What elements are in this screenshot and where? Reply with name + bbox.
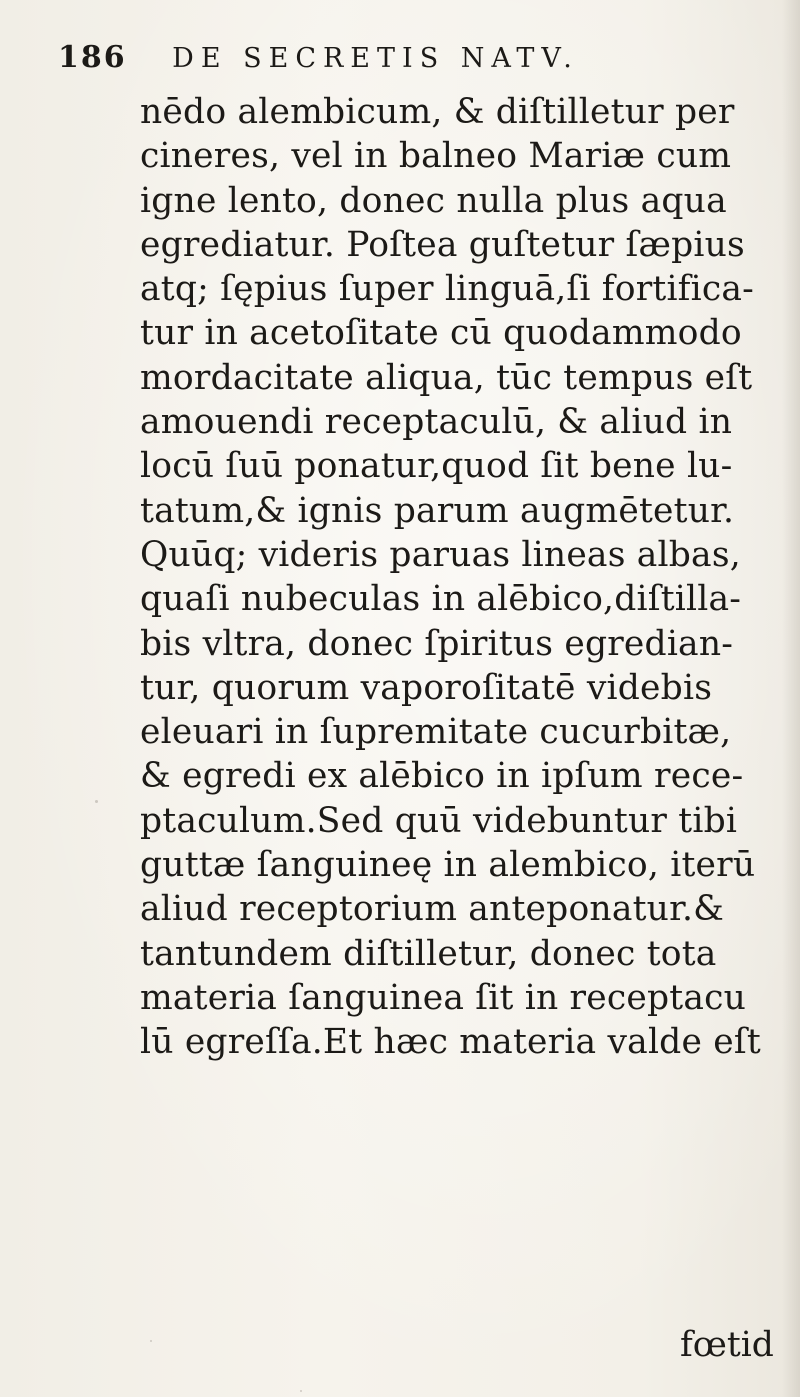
text-line: igne lento, donec nulla plus aqua — [140, 180, 727, 221]
text-line: egrediatur. Poſtea guſtetur ſæpius — [140, 224, 745, 265]
text-line: eleuari in ſupremitate cucurbitæ, — [140, 712, 732, 753]
body-text — [140, 90, 790, 1065]
text-line: & egredi ex alēbico in ipſum rece- — [140, 756, 744, 797]
page-header — [58, 40, 698, 80]
catchword: fœtid — [680, 1325, 774, 1365]
ink-speck — [300, 1390, 302, 1392]
text-line: guttæ ſanguineę in alembico, iterū — [140, 845, 756, 886]
text-line: quaſi nubeculas in alēbico,diſtilla- — [140, 579, 742, 620]
text-line: aliud receptorium anteponatur.& — [140, 889, 725, 930]
text-line: nēdo alembicum, & diſtilletur per — [140, 92, 735, 132]
page-number: 186 — [58, 40, 127, 75]
text-line: lū egreſſa.Et hæc materia valde eſt — [140, 1022, 761, 1063]
text-line: locū ſuū ponatur,quod ſit bene lu- — [140, 446, 733, 487]
text-line: tur in acetoſitate cū quodammodo — [140, 313, 742, 354]
text-line: materia ſanguinea ſit in receptacu — [140, 977, 747, 1018]
text-line: ptaculum.Sed quū videbuntur tibi — [140, 800, 738, 841]
text-line: atq; ſępius ſuper linguā,ſi fortifica- — [140, 269, 755, 310]
text-line: mordacitate aliqua, tūc tempus eſt — [140, 357, 753, 398]
text-line: tantundem diſtilletur, donec tota — [140, 933, 717, 974]
ink-speck — [150, 1340, 152, 1342]
text-line: tur, quorum vaporoſitatē videbis — [140, 667, 713, 708]
running-title: DE SECRETIS NATV. — [172, 43, 579, 74]
ink-speck — [95, 800, 98, 803]
text-line: amouendi receptaculū, & aliud in — [140, 402, 733, 443]
text-line: tatum,& ignis parum augmētetur. — [140, 490, 735, 531]
text-line: Quūq; videris paruas lineas albas, — [140, 534, 741, 575]
text-line: cineres, vel in balneo Mariæ cum — [140, 136, 732, 177]
text-line: bis vltra, donec ſpiritus egredian- — [140, 623, 734, 664]
